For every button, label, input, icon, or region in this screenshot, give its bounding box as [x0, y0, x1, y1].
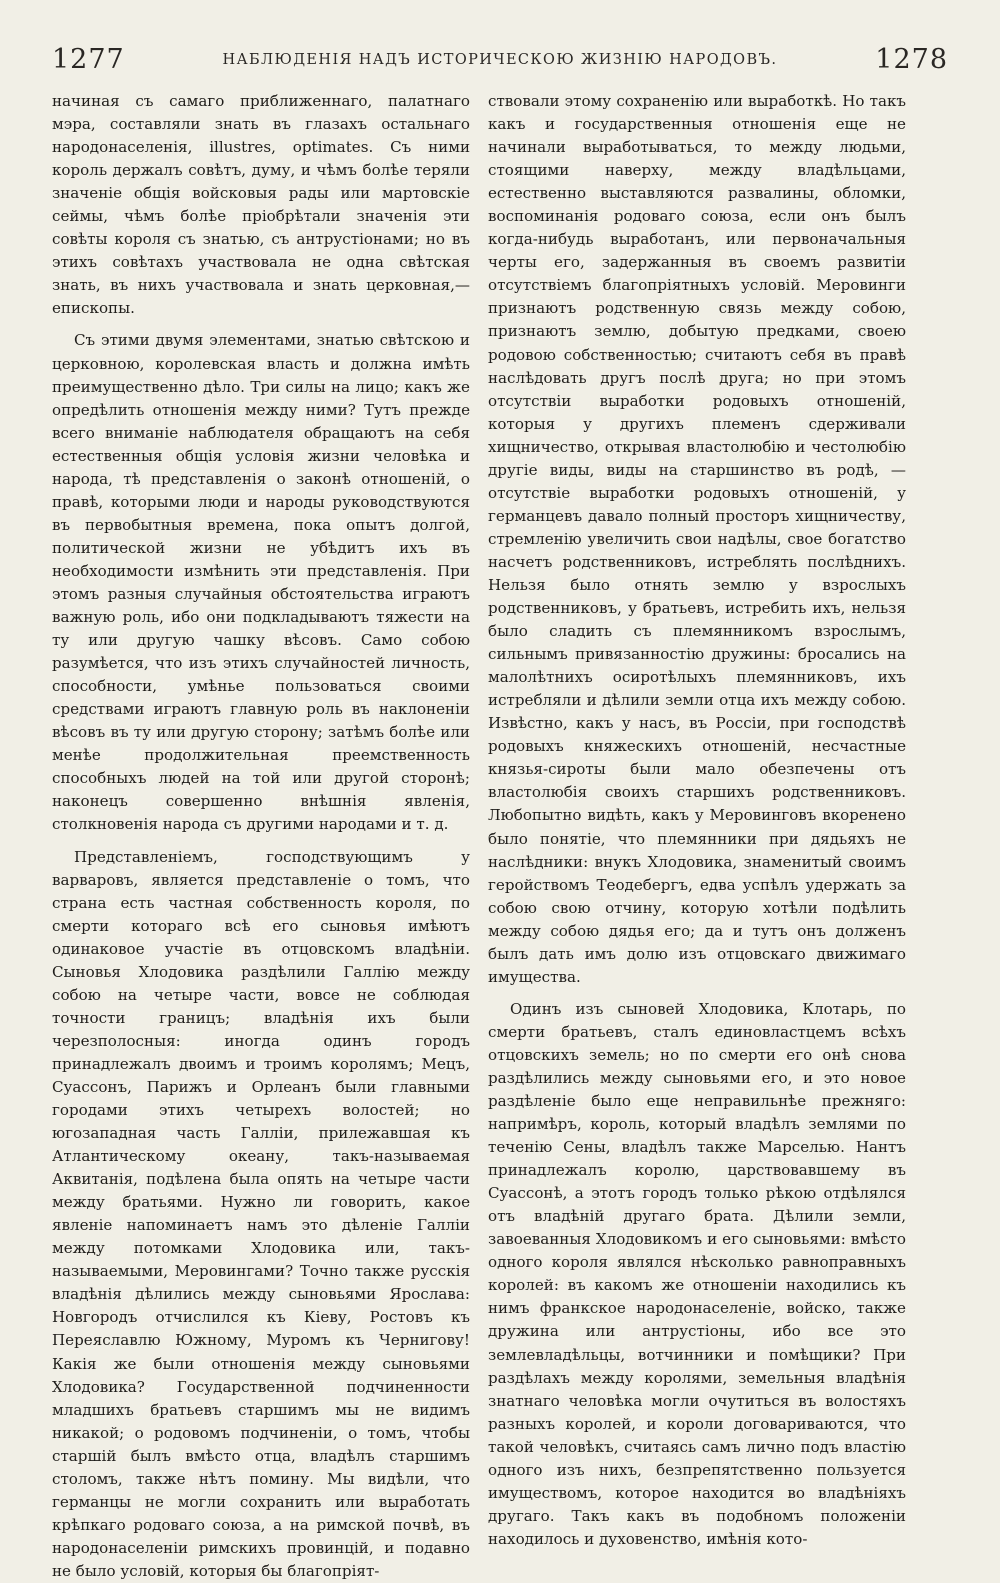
paragraph: Представленіемъ, господствующимъ у варваровъ, является представленіе о томъ, что страна есть частная собственность короля, по смерти котораго всѣ его сыновья имѣютъ одинаковое участіе въ отцовскомъ владѣніи. Сыновья Хлодовика раздѣлили Галлію между собою на четыре части, вовсе не соблюдая точности границъ; владѣнія ихъ были черезполосныя: иногда одинъ городъ принадлежалъ двоимъ и троимъ королямъ; Мецъ, Суассонъ, Парижъ и Орлеанъ были главными городами этихъ четырехъ волостей; но югозападная часть Галліи, прилежавшая къ Атлантическому океану, такъ-называемая Аквитанія, подѣлена была опять на четыре части между братьями. Нужно ли говорить, какое явленіе напоминаетъ намъ это дѣленіе Галліи между потомками Хлодовика или, такъ-называемыми, Меровингами? Точно также русскія владѣнія дѣлились между сыновьями Ярослава: Новгородъ отчислился къ Кіеву, Ростовъ къ Переяславлю Южному, Муромъ къ Чернигову! Какія же были отношенія между сыновьями Хлодовика? Государственной подчиненности младшихъ братьевъ старшимъ мы не видимъ никакой; о родовомъ подчиненіи, о томъ, чтобы старшій былъ вмѣсто отца, владѣлъ старшимъ столомъ, также нѣтъ помину. Мы видѣли, что германцы не могли сохранить или выработать крѣпкаго родоваго союза, а на римской почвѣ, въ народонаселеніи римскихъ провинцій, и подавно не было условій, которыя бы благопріят- [52, 846, 470, 1583]
page-number-right: 1278 [875, 44, 948, 75]
right-column [488, 90, 906, 1551]
paragraph: начиная съ самаго приближеннаго, палатнаго мэра, составляли знать въ глазахъ остальнаго народонаселенія, illustres, optimates. Съ ними король держалъ совѣтъ, думу, и чѣмъ болѣе теряли значеніе общія войсковыя рады или мартовскіе сеймы, чѣмъ болѣе пріобрѣтали значенія эти совѣты короля съ знатью, съ антрустіонами; но въ этихъ совѣтахъ участвовала не одна свѣтская знать, въ нихъ участвовала и знать церковная,—епископы. [52, 90, 470, 320]
paragraph: Одинъ изъ сыновей Хлодовика, Клотарь, по смерти братьевъ, сталъ единовластцемъ всѣхъ отцовскихъ земель; но по смерти его онѣ снова раздѣлились между сыновьями его, и это новое раздѣленіе было еще неправильнѣе прежняго: напримѣръ, король, который владѣлъ землями по теченію Сены, владѣлъ также Марселью. Нантъ принадлежалъ королю, царствовавшему въ Суассонѣ, а этотъ городъ только рѣкою отдѣлялся отъ владѣній другаго брата. Дѣлили земли, завоеванныя Хлодовикомъ и его сыновьями: вмѣсто одного короля являлся нѣсколько равноправныхъ королей: въ какомъ же отношеніи находились къ нимъ франкское народонаселеніе, войско, также дружина или антрустіоны, ибо все это землевладѣльцы, вотчинники и помѣщики? При раздѣлахъ между королями, земельныя владѣнія знатнаго человѣка могли очутиться въ волостяхъ разныхъ королей, и короли договариваются, что такой человѣкъ, считаясь самъ лично подъ властію одного изъ нихъ, безпрепятственно пользуется имуществомъ, которое находится во владѣніяхъ другаго. Такъ какъ въ подобномъ положеніи находилось и духовенство, имѣнія кото- [488, 998, 906, 1551]
page-header [52, 44, 948, 84]
running-title: НАБЛЮДЕНІЯ НАДЪ ИСТОРИЧЕСКОЮ ЖИЗНІЮ НАРОДОВЪ. [52, 52, 948, 68]
left-column [52, 90, 470, 1583]
page-number-left: 1277 [52, 44, 125, 75]
paragraph: Съ этими двумя элементами, знатью свѣтскою и церковною, королевская власть и должна имѣть преимущественно дѣло. Три силы на лицо; какъ же опредѣлить отношенія между ними? Тутъ прежде всего вниманіе наблюдателя обращаютъ на себя естественныя общія условія жизни человѣка и народа, тѣ представленія о законѣ отношеній, о правѣ, которыми люди и народы руководствуются въ первобытныя времена, пока опытъ долгой, политической жизни не убѣдитъ ихъ въ необходимости измѣнить эти представленія. При этомъ разныя случайныя обстоятельства играютъ важную роль, ибо они подкладываютъ тяжести на ту или другую чашку вѣсовъ. Само собою разумѣется, что изъ этихъ случайностей личность, способности, умѣнье пользоваться своими средствами играютъ главную роль въ наклоненіи вѣсовъ въ ту или другую сторону; затѣмъ болѣе или менѣе продолжительная преемственность способныхъ людей на той или другой сторонѣ; наконецъ совершенно внѣшнія явленія, столкновенія народа съ другими народами и т. д. [52, 329, 470, 836]
paragraph: ствовали этому сохраненію или выработкѣ. Но такъ какъ и государственныя отношенія еще не начинали выработываться, то между людьми, стоящими наверху, между владѣльцами, естественно выставляются развалины, обломки, воспоминанія родоваго союза, если онъ былъ когда-нибудь выработанъ, или первоначальныя черты его, задержанныя въ своемъ развитіи отсутствіемъ благопріятныхъ условій. Меровинги признаютъ родственную связь между собою, признаютъ землю, добытую предками, своею родовою собственностью; считаютъ себя въ правѣ наслѣдовать другъ послѣ друга; но при этомъ отсутствіи выработки родовыхъ отношеній, которыя у другихъ племенъ сдерживали хищничество, открывая властолюбію и честолюбію другіе виды, виды на старшинство въ родѣ, — отсутствіе выработки родовыхъ отношеній, у германцевъ давало полный просторъ хищничеству, стремленію увеличить свои надѣлы, свое богатство насчетъ родственниковъ, истреблять послѣднихъ. Нельзя было отнять землю у взрослыхъ родственниковъ, у братьевъ, истребить ихъ, нельзя было сладить съ племянникомъ взрослымъ, сильнымъ привязанностію дружины: бросались на малолѣтнихъ осиротѣлыхъ племянниковъ, ихъ истребляли и дѣлили земли отца ихъ между собою. Извѣстно, какъ у насъ, въ Россіи, при господствѣ родовыхъ княжескихъ отношеній, несчастные князья-сироты были мало обезпечены отъ властолюбія своихъ старшихъ родственниковъ. Любопытно видѣть, какъ у Меровинговъ вкоренено было понятіе, что племянники при дядьяхъ не наслѣдники: внукъ Хлодовика, знаменитый своимъ геройствомъ Теодебергъ, едва успѣлъ удержать за собою свою отчину, которую хотѣли подѣлить между собою дядья его; да и тутъ онъ долженъ былъ дать имъ долю изъ отцовскаго движимаго имущества. [488, 90, 906, 989]
